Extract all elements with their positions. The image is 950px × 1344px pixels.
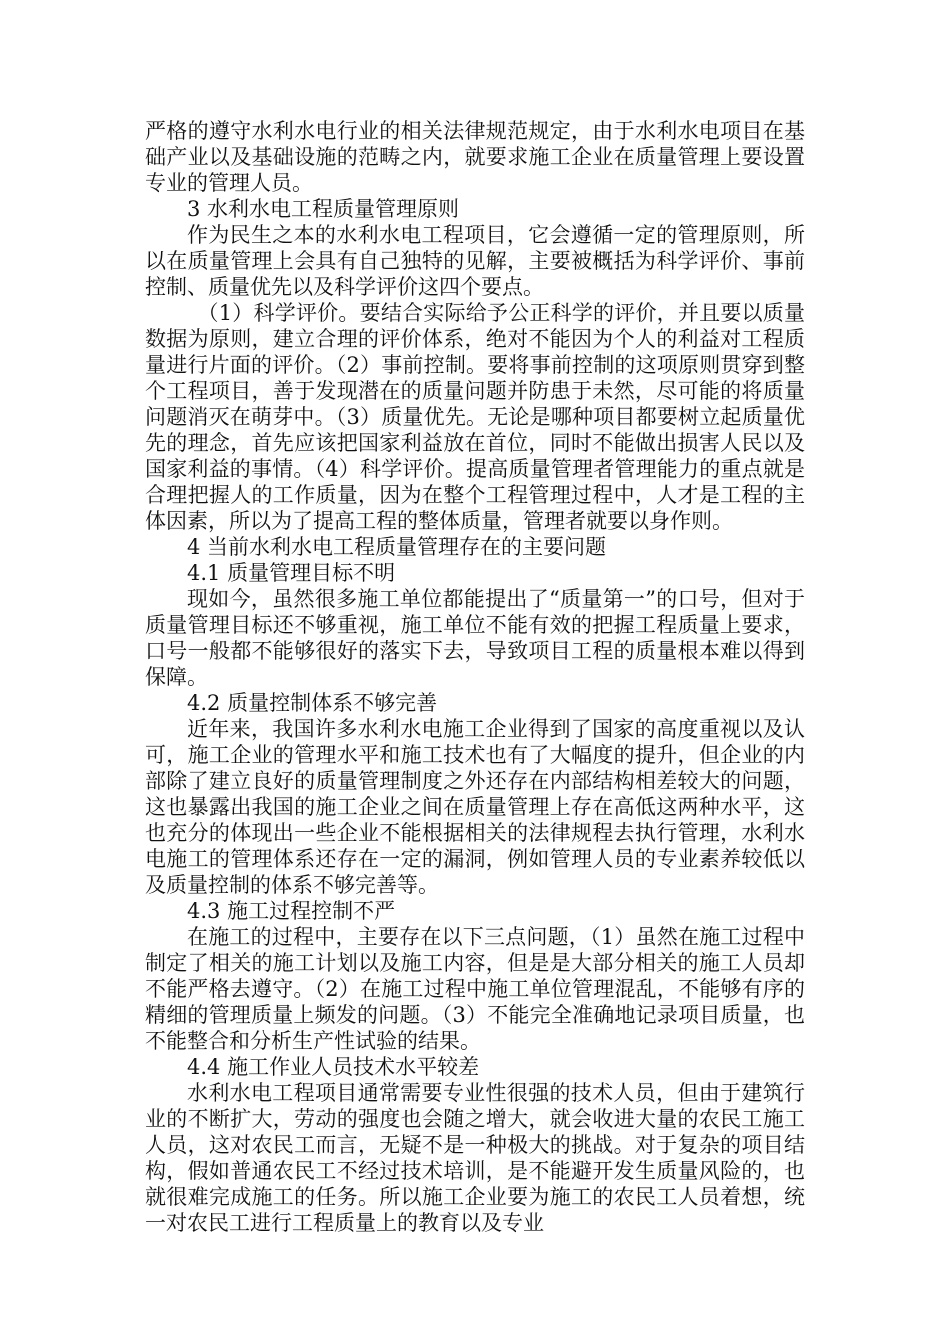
paragraph-4-3: 在施工的过程中，主要存在以下三点问题，（1）虽然在施工过程中制定了相关的施工计划以及施工内容，但是是大部分相关的施工人员却不能严格去遵守。（2）在施工过程中施工单位管理混乱，不能够有序的精细的管理质量上频发的问题。（3）不能完全准确地记录项目质量，也不能整合和分析生产性试验的结果。 bbox=[145, 925, 805, 1053]
paragraph-4-4: 水利水电工程项目通常需要专业性很强的技术人员，但由于建筑行业的不断扩大，劳动的强度也会随之增大，就会收进大量的农民工施工人员，这对农民工而言，无疑不是一种极大的挑战。对于复杂的项目结构，假如普通农民工不经过技术培训，是不能避开发生质量风险的，也就很难完成施工的任务。所以施工企业要为施工的农民工人员着想，统一对农民工进行工程质量上的教育以及专业 bbox=[145, 1081, 805, 1235]
paragraph-4-2: 近年来，我国许多水利水电施工企业得到了国家的高度重视以及认可，施工企业的管理水平和施工技术也有了大幅度的提升，但企业的内部除了建立良好的质量管理制度之外还存在内部结构相差较大的问题，这也暴露出我国的施工企业之间在质量管理上存在高低这两种水平，这也充分的体现出一些企业不能根据相关的法律规程去执行管理，水利水电施工的管理体系还存在一定的漏洞，例如管理人员的专业素养较低以及质量控制的体系不够完善等。 bbox=[145, 717, 805, 897]
subsection-heading-4-1: 4.1 质量管理目标不明 bbox=[187, 561, 396, 585]
paragraph-principles: 作为民生之本的水利水电工程项目，它会遵循一定的管理原则，所以在质量管理上会具有自己独特的见解，主要被概括为科学评价、事前控制、质量优先以及科学评价这四个要点。 bbox=[145, 223, 805, 299]
subsection-heading-4-2: 4.2 质量控制体系不够完善 bbox=[187, 691, 438, 715]
paragraph-intro: 严格的遵守水利水电行业的相关法律规范规定，由于水利水电项目在基础产业以及基础设施的范畴之内，就要求施工企业在质量管理上要设置专业的管理人员。 bbox=[145, 119, 805, 195]
paragraph-principles-list: （1）科学评价。要结合实际给予公正科学的评价，并且要以质量数据为原则，建立合理的评价体系，绝对不能因为个人的利益对工程质量进行片面的评价。（2）事前控制。要将事前控制的这项原则贯穿到整个工程项目，善于发现潜在的质量问题并防患于未然，尽可能的将质量问题消灭在萌芽中。（3）质量优先。无论是哪种项目都要树立起质量优先的理念，首先应该把国家利益放在首位，同时不能做出损害人民以及国家利益的事情。（4）科学评价。提高质量管理者管理能力的重点就是合理把握人的工作质量，因为在整个工程管理过程中，人才是工程的主体因素，所以为了提高工程的整体质量，管理者就要以身作则。 bbox=[145, 301, 805, 533]
subsection-heading-4-4: 4.4 施工作业人员技术水平较差 bbox=[187, 1055, 480, 1079]
document-page bbox=[145, 118, 805, 1236]
section-heading-4: 4 当前水利水电工程质量管理存在的主要问题 bbox=[187, 535, 607, 559]
section-heading-3: 3 水利水电工程质量管理原则 bbox=[187, 197, 460, 221]
paragraph-4-1: 现如今，虽然很多施工单位都能提出了“质量第一”的口号，但对于质量管理目标还不够重视，施工单位不能有效的把握工程质量上要求，口号一般都不能够很好的落实下去，导致项目工程的质量根本难以得到保障。 bbox=[145, 587, 805, 689]
subsection-heading-4-3: 4.3 施工过程控制不严 bbox=[187, 899, 396, 923]
